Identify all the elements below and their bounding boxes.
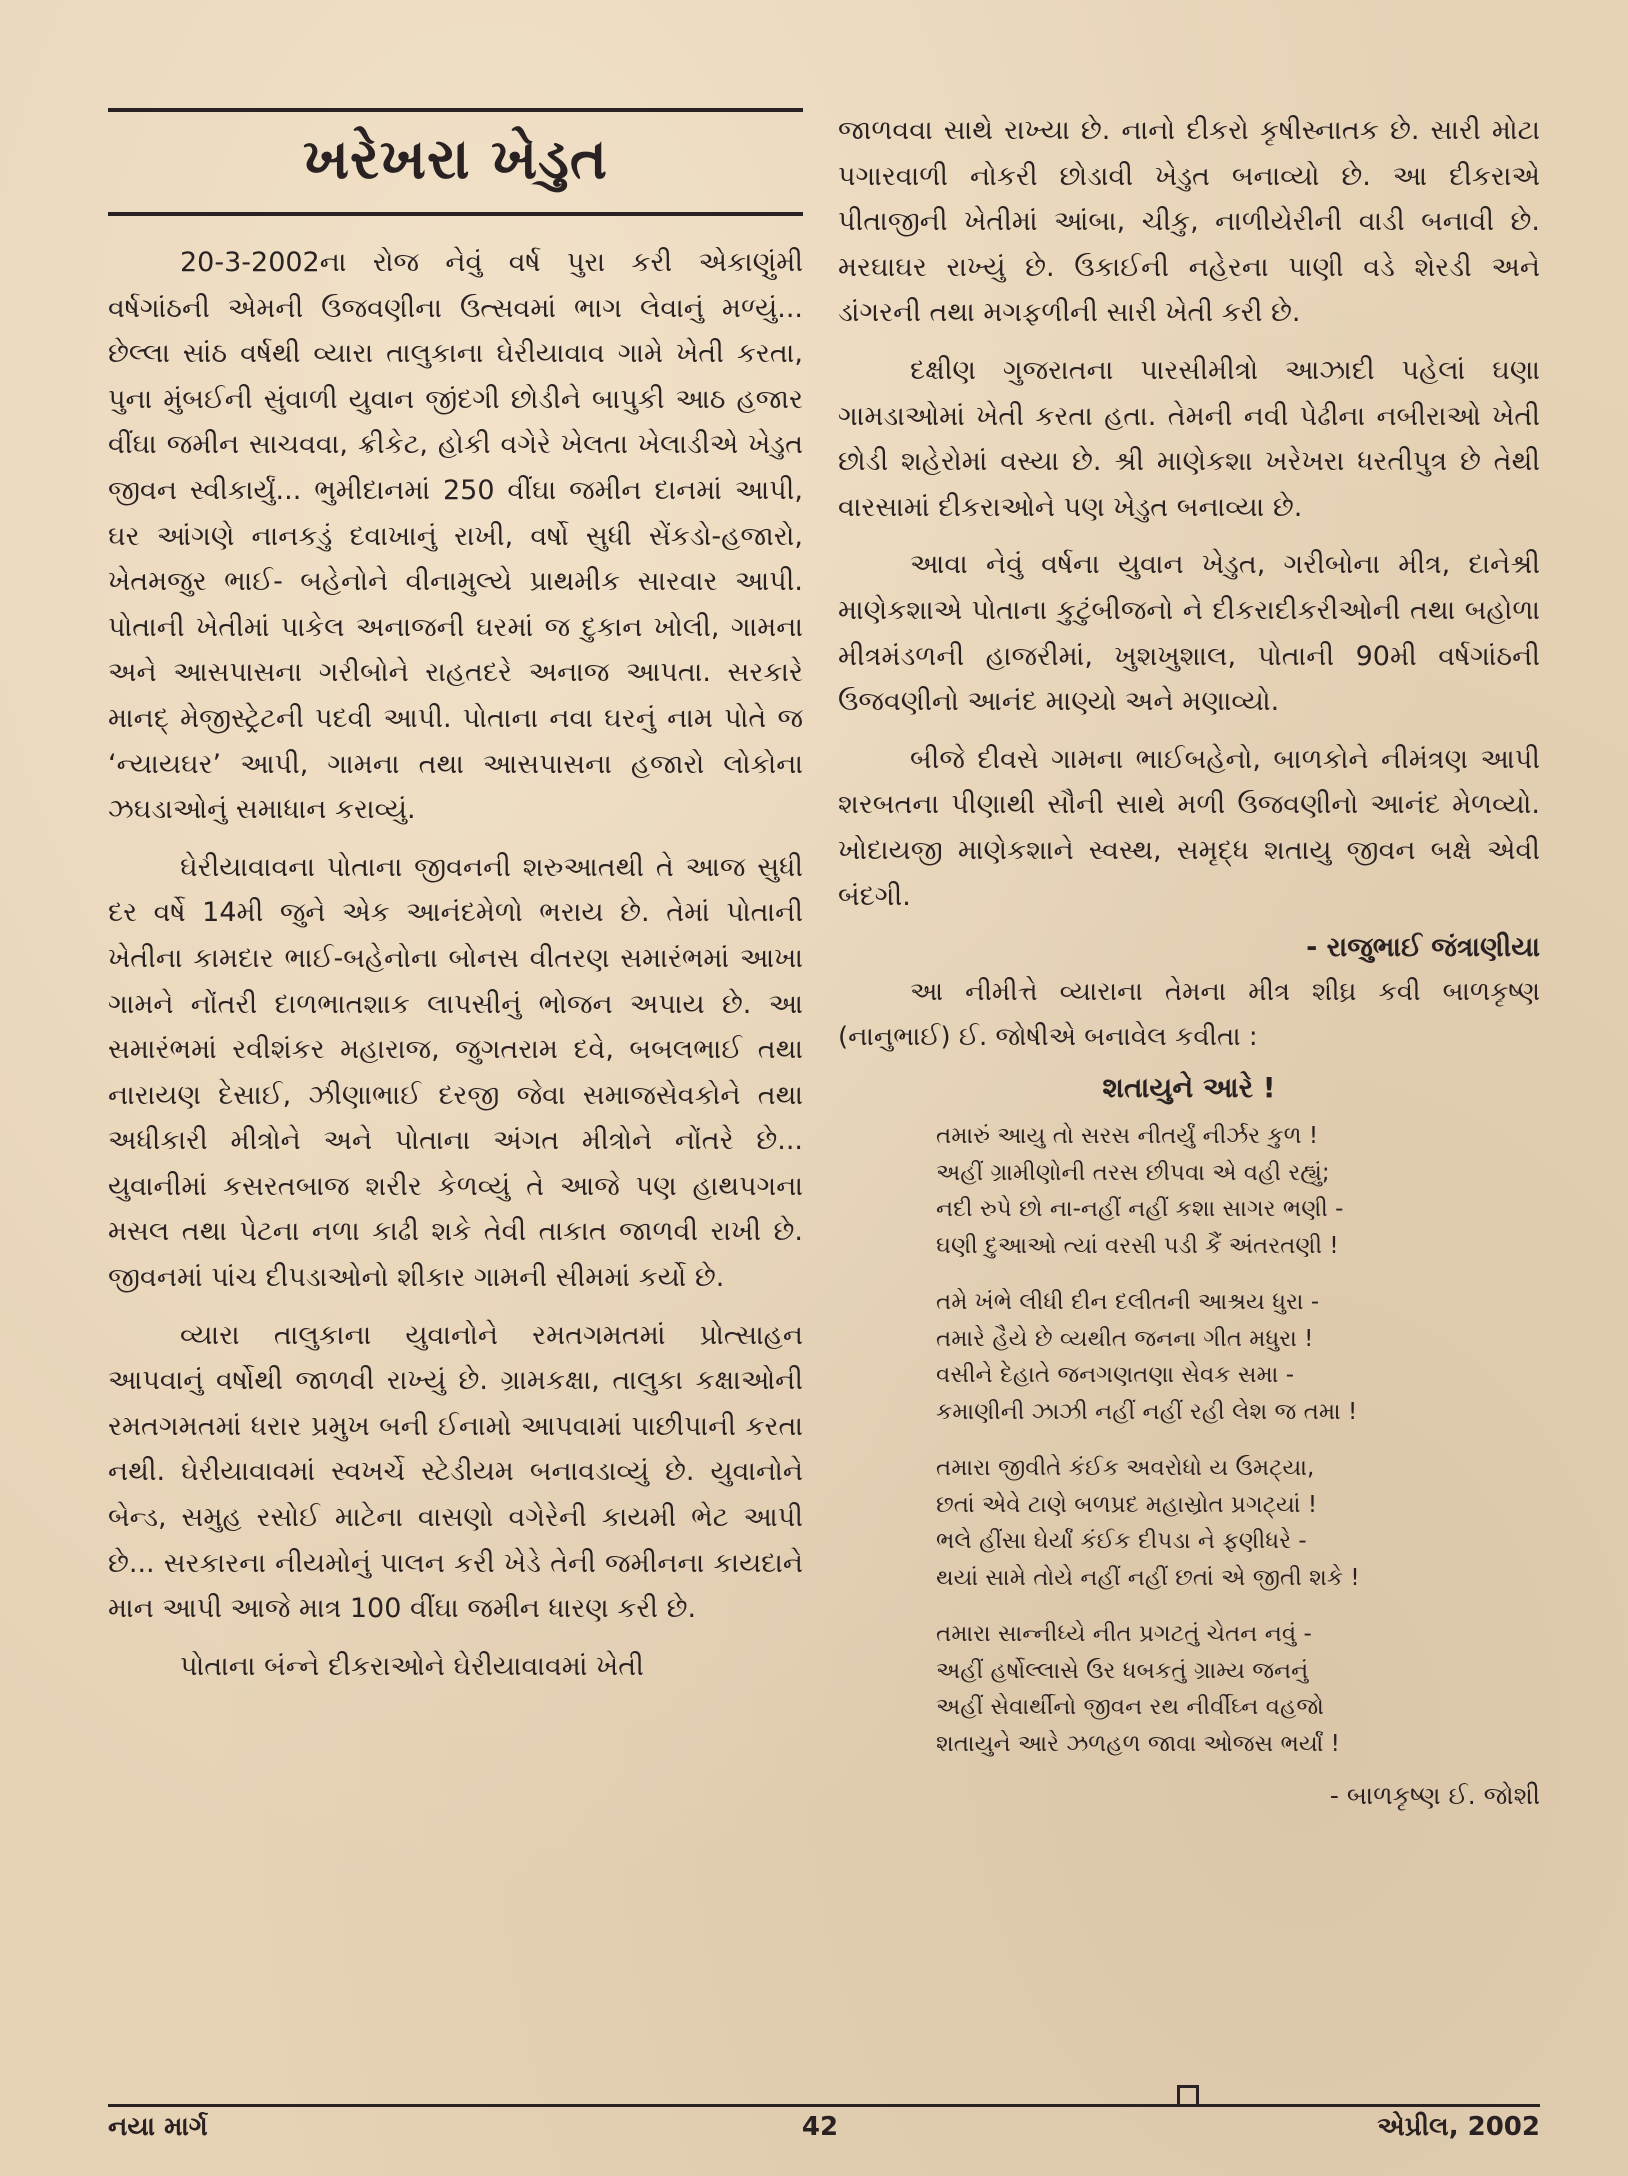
poem-stanza-1 — [936, 1118, 1496, 1264]
footer-magazine-name: નયા માર્ગ — [108, 2112, 208, 2142]
right-column — [838, 108, 1540, 1816]
poem-title: શતાયુને આરે ! — [1102, 1071, 1276, 1105]
article-paragraph-4: પોતાના બંન્ને દીકરાઓને ઘેરીયાવાવમાં ખેતી — [180, 1650, 644, 1682]
article-paragraph-5: જાળવવા સાથે રાખ્યા છે. નાનો દીકરો કૃષીસ્નાતક છે. સારી મોટા પગારવાળી નોકરી છોડાવી ખેડુત બનાવ્યો છે. આ દીકરાએ પીતાજીની ખેતીમાં આંબા, ચીકુ, નાળીયેરીની વાડી બનાવી છે. મરઘાઘર રાખ્યું છે. ઉકાઈની નહેરના પાણી વડે શેરડી અને ડાંગરની તથા મગફળીની સારી ખેતી કરી છે. — [838, 115, 1540, 329]
poem-line: ઘણી દુઆઓ ત્યાં વરસી પડી કૈં અંતરતણી ! — [936, 1232, 1339, 1259]
article-paragraph-2: ઘેરીયાવાવના પોતાના જીવનની શરુઆતથી તે આજ સુધી દર વર્ષે 14મી જુને એક આનંદમેળો ભરાય છે. તેમાં પોતાની ખેતીના કામદાર ભાઈ-બહેનોના બોનસ વીતરણ સમારંભમાં આખા ગામને નોંતરી દાળભાતશાક લાપસીનું ભોજન અપાય છે. આ સમારંભમાં રવીશંકર મહારાજ, જુગતરામ દવે, બબલભાઈ તથા નારાયણ દેસાઈ, ઝીણાભાઈ દરજી જેવા સમાજસેવકોને તથા અધીકારી મીત્રોને અને પોતાના અંગત મીત્રોને નોંતરે છે... યુવાનીમાં કસરતબાજ શરીર કેળવ્યું તે આજે પણ હાથપગના મસલ તથા પેટના નળા કાઢી શકે તેવી તાકાત જાળવી રાખી છે. જીવનમાં પાંચ દીપડાઓનો શીકાર ગામની સીમમાં કર્યો છે. — [108, 851, 803, 1294]
title-bottom-rule — [108, 212, 803, 216]
article-paragraph-6: દક્ષીણ ગુજરાતના પારસીમીત્રો આઝાદી પહેલાં ઘણા ગામડાઓમાં ખેતી કરતા હતા. તેમની નવી પેઢીના નબીરાઓ ખેતી છોડી શહેરોમાં વસ્યા છે. શ્રી માણેકશા ખરેખરા ધરતીપુત્ર છે તેથી વારસામાં દીકરાઓને પણ ખેડુત બનાવ્યા છે. — [838, 354, 1540, 523]
poem-line: છતાં એવે ટાણે બળપ્રદ મહાસ્રોત પ્રગટ્યાં ! — [936, 1491, 1318, 1518]
poem-line: નદી રુપે છો ના-નહીં નહીં કશા સાગર ભણી - — [936, 1196, 1344, 1223]
poem-line: તમારા જીવીતે કંઈક અવરોધો ય ઉમટ્યા, — [936, 1455, 1315, 1482]
article-paragraph-3: વ્યારા તાલુકાના યુવાનોને રમતગમતમાં પ્રોત્સાહન આપવાનું વર્ષોથી જાળવી રાખ્યું છે. ગ્રામકક્ષા, તાલુકા કક્ષાઓની રમતગમતમાં ધરાર પ્રમુખ બની ઈનામો આપવામાં પાછીપાની કરતા નથી. ઘેરીયાવાવમાં સ્વખર્ચે સ્ટેડીયમ બનાવડાવ્યું છે. યુવાનોને બેન્ડ, સમુહ રસોઈ માટેના વાસણો વગેરેની કાયમી ભેટ આપી છે... સરકારના નીયમોનું પાલન કરી ખેડે તેની જમીનના કાયદાને માન આપી આજે માત્ર 100 વીંઘા જમીન ધારણ કરી છે. — [108, 1319, 803, 1625]
poem-line: તમારું આયુ તો સરસ નીતર્યું નીર્ઝર કુળ ! — [936, 1123, 1319, 1150]
poem-line: અહીં હર્ષોલ્લાસે ઉર ધબકતું ગ્રામ્ય જનનું — [936, 1657, 1309, 1684]
poem-line: વસીને દેહાતે જનગણતણા સેવક સમા - — [936, 1362, 1294, 1389]
poem-stanza-4 — [936, 1616, 1496, 1762]
poem-line: થયાં સામે તોયે નહીં નહીં છતાં એ જીતી શકે ! — [936, 1564, 1360, 1591]
poem-line: શતાયુને આરે ઝળહળ જાવા ઓજસ ભર્યાં ! — [936, 1730, 1340, 1757]
poem-line: તમારે હૈયે છે વ્યથીત જનના ગીત મધુરા ! — [936, 1325, 1314, 1352]
footer-rule — [108, 2104, 1540, 2107]
poem-line: તમે ખંભે લીધી દીન દલીતની આશ્રય ધુરા - — [936, 1289, 1320, 1316]
poem-author: - બાળકૃષ્ણ ઈ. જોશી — [1329, 1781, 1540, 1811]
footer-page-number: 42 — [801, 2112, 839, 2142]
footer-issue-date: એપ્રીલ, 2002 — [1377, 2112, 1540, 2142]
poem-intro: આ નીમીત્તે વ્યારાના તેમના મીત્ર શીઘ્ર કવી બાળકૃષ્ણ (નાનુભાઈ) ઈ. જોષીએ બનાવેલ કવીતા : — [838, 977, 1540, 1053]
poem-line: અહીં સેવાર્થીનો જીવન રથ નીર્વીઘ્ન વહજો — [936, 1694, 1324, 1721]
left-column — [108, 108, 803, 1689]
article-paragraph-7: આવા નેવું વર્ષના યુવાન ખેડુત, ગરીબોના મીત્ર, દાનેશ્રી માણેકશાએ પોતાના કુટુંબીજનો ને દીકરાદીકરીઓની તથા બહોળા મીત્રમંડળની હાજરીમાં, ખુશખુશાલ, પોતાની 90મી વર્ષગાંઠની ઉજવણીનો આનંદ માણ્યો અને મણાવ્યો. — [838, 549, 1540, 718]
article-title: ખરેખરા ખેડુત — [302, 127, 609, 192]
poem-line: તમારા સાન્નીધ્યે નીત પ્રગટતું ચેતન નવું - — [936, 1621, 1312, 1648]
poem-line: ભલે હીંસા ઘેર્યાં કંઈક દીપડા ને ફણીધરે - — [936, 1528, 1307, 1555]
title-top-rule — [108, 108, 803, 112]
poem-stanza-3 — [936, 1450, 1496, 1596]
article-signature: - રાજુભાઈ જંત્રાણીયા — [1306, 932, 1540, 964]
poem-line: અહીં ગ્રામીણોની તરસ છીપવા એ વહી રહ્યું; — [936, 1159, 1330, 1186]
poem-stanza-2 — [936, 1284, 1496, 1430]
poem-line: કમાણીની ઝાઝી નહીં નહીં રહી લેશ જ તમા ! — [936, 1398, 1358, 1425]
article-paragraph-8: બીજે દીવસે ગામના ભાઈબહેનો, બાળકોને નીમંત્રણ આપી શરબતના પીણાથી સૌની સાથે મળી ઉજવણીનો આનંદ મેળવ્યો. ખોદાયજી માણેકશાને સ્વસ્થ, સમૃદ્ધ શતાયુ જીવન બક્ષે એવી બંદગી. — [838, 743, 1540, 912]
article-paragraph-1: 20-3-2002ના રોજ નેવું વર્ષ પુરા કરી એકાણુંમી વર્ષગાંઠની એમની ઉજવણીના ઉત્સવમાં ભાગ લેવાનું મળ્યું... છેલ્લા સાંઠ વર્ષથી વ્યારા તાલુકાના ઘેરીયાવાવ ગામે ખેતી કરતા, પુના મુંબઈની સુંવાળી યુવાન જીંદગી છોડીને બાપુકી આઠ હજાર વીંઘા જમીન સાચવવા, ક્રીકેટ, હોકી વગેરે ખેલતા ખેલાડીએ ખેડુત જીવન સ્વીકાર્યું... ભુમીદાનમાં 250 વીંઘા જમીન દાનમાં આપી, ઘર આંગણે નાનકડું દવાખાનું રાખી, વર્ષો સુધી સેંકડો-હજારો, ખેતમજુર ભાઈ- બહેનોને વીનામુલ્યે પ્રાથમીક સારવાર આપી. પોતાની ખેતીમાં પાકેલ અનાજની ઘરમાં જ દુકાન ખોલી, ગામના અને આસપાસના ગરીબોને રાહતદરે અનાજ આપતા. સરકારે માનદ્ મેજીસ્ટ્રેટની પદવી આપી. પોતાના નવા ઘરનું નામ પોતે જ ‘ન્યાયઘર’ આપી, ગામના તથા આસપાસના હજારો લોકોના ઝઘડાઓનું સમાધાન કરાવ્યું. — [108, 247, 803, 826]
